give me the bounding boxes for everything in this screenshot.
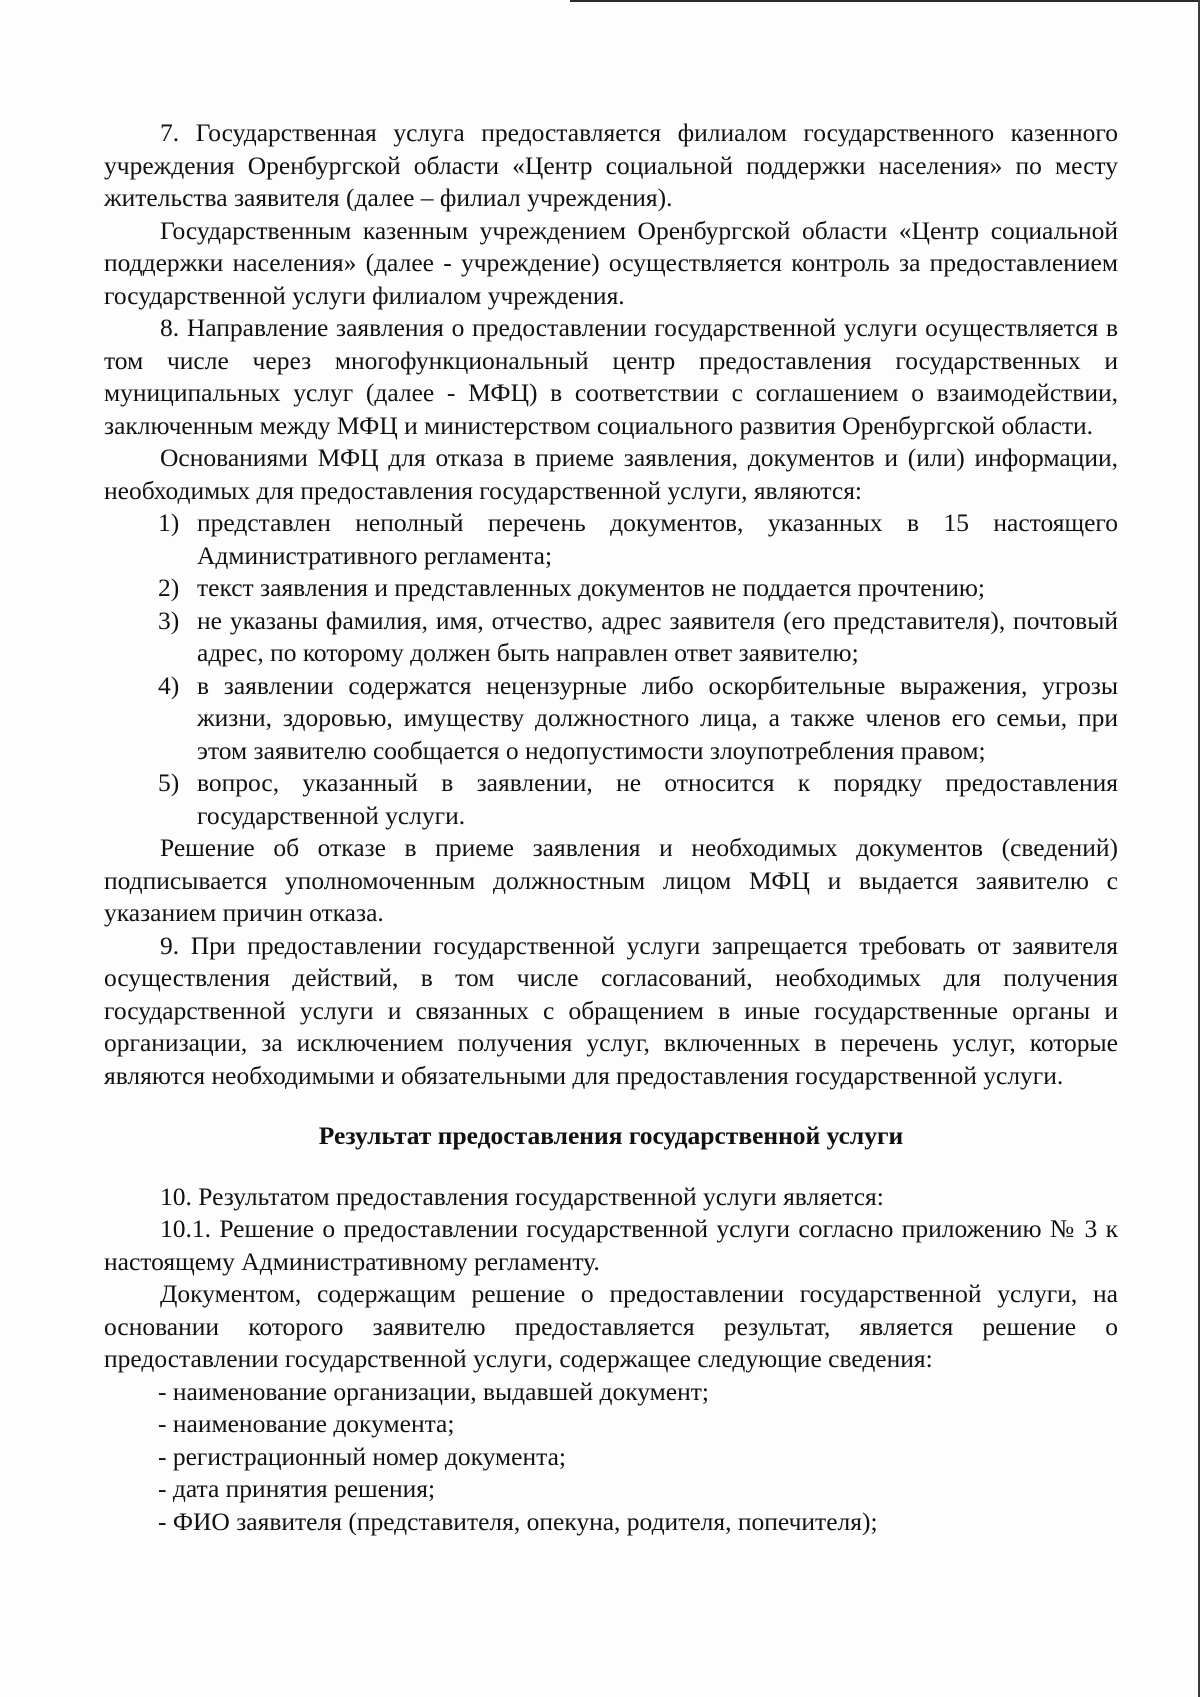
paragraph-8: 8. Направление заявления о предоставлении государственной услуги осуществляется в том числе через многофункциональный центр предоставления государственных и муниципальных услуг (далее - МФЦ) в соответствии с соглашением о взаимодействии, заключенным между МФЦ и министерством социального развития Оренбургской области. <box>104 313 1118 440</box>
paragraph-8-decision: Решение об отказе в приеме заявления и необходимых документов (сведений) подписывается уполномоченным должностным лицом МФЦ и выдается заявителю с указанием причин отказа. <box>104 833 1118 927</box>
list-item: - дата принятия решения; <box>158 1474 436 1503</box>
decision-details-list <box>104 1376 1118 1539</box>
section-heading: Результат предоставления государственной услуги <box>318 1121 904 1150</box>
list-item-number: 5) <box>158 768 180 797</box>
scan-edge-top <box>570 0 1200 2</box>
document-body <box>104 117 1118 1538</box>
paragraph-8-grounds: Основаниями МФЦ для отказа в приеме заявления, документов и (или) информации, необходимых для предоставления государственной услуги, являются: <box>104 443 1118 505</box>
list-item <box>158 507 1118 572</box>
paragraph-10: 10. Результатом предоставления государственной услуги является: <box>160 1181 884 1211</box>
refusal-grounds-list <box>104 507 1118 832</box>
list-item: - регистрационный номер документа; <box>158 1441 566 1471</box>
list-item: - наименование организации, выдавшей документ; <box>158 1376 709 1406</box>
list-item <box>158 605 1118 670</box>
list-item-number: 2) <box>158 573 180 602</box>
list-item: - ФИО заявителя (представителя, опекуна, родителя, попечителя); <box>158 1506 878 1536</box>
paragraph-7-control: Государственным казенным учреждением Оренбургской области «Центр социальной поддержки населения» (далее - учреждение) осуществляется контроль за предоставлением государственной услуги филиалом учреждения. <box>104 215 1118 310</box>
list-item-text: текст заявления и представленных документов не поддается прочтению; <box>197 573 985 602</box>
list-item-text: представлен неполный перечень документов, указанных в 15 настоящего Административного регламента; <box>197 508 1118 570</box>
list-item-number: 4) <box>158 670 180 700</box>
list-item <box>158 670 1118 768</box>
list-item-number: 1) <box>158 508 180 537</box>
paragraph-10-document: Документом, содержащим решение о предоставлении государственной услуги, на основании которого заявителю предоставляется результат, является решение о предоставлении государственной услуги, содержащее следующие сведения: <box>104 1279 1118 1373</box>
list-item-text: вопрос, указанный в заявлении, не относится к порядку предоставления государственной услуги. <box>197 768 1118 830</box>
list-item: - наименование документа; <box>158 1409 455 1438</box>
list-item <box>158 572 1118 605</box>
paragraph-9: 9. При предоставлении государственной услуги запрещается требовать от заявителя осуществления действий, в том числе согласований, необходимых для получения государственной услуги и связанных с обращением в иные государственные органы и организации, за исключением получения услуг, включенных в перечень услуг, которые являются необходимыми и обязательными для предоставления государственной услуги. <box>104 930 1118 1090</box>
list-item-number: 3) <box>158 605 180 635</box>
list-item-text: не указаны фамилия, имя, отчество, адрес заявителя (его представителя), почтовый адрес, по которому должен быть направлен ответ заявителю; <box>197 605 1118 667</box>
list-item-text: в заявлении содержатся нецензурные либо оскорбительные выражения, угрозы жизни, здоровью, имуществу должностного лица, а также членов его семьи, при этом заявителю сообщается о недопустимости злоупотребления правом; <box>197 670 1118 765</box>
paragraph-10-1: 10.1. Решение о предоставлении государственной услуги согласно приложению № 3 к настоящему Административному регламенту. <box>104 1214 1118 1276</box>
list-item <box>158 767 1118 832</box>
paragraph-7: 7. Государственная услуга предоставляется филиалом государственного казенного учреждения Оренбургской области «Центр социальной поддержки населения» по месту жительства заявителя (далее – филиал учреждения). <box>104 118 1118 212</box>
